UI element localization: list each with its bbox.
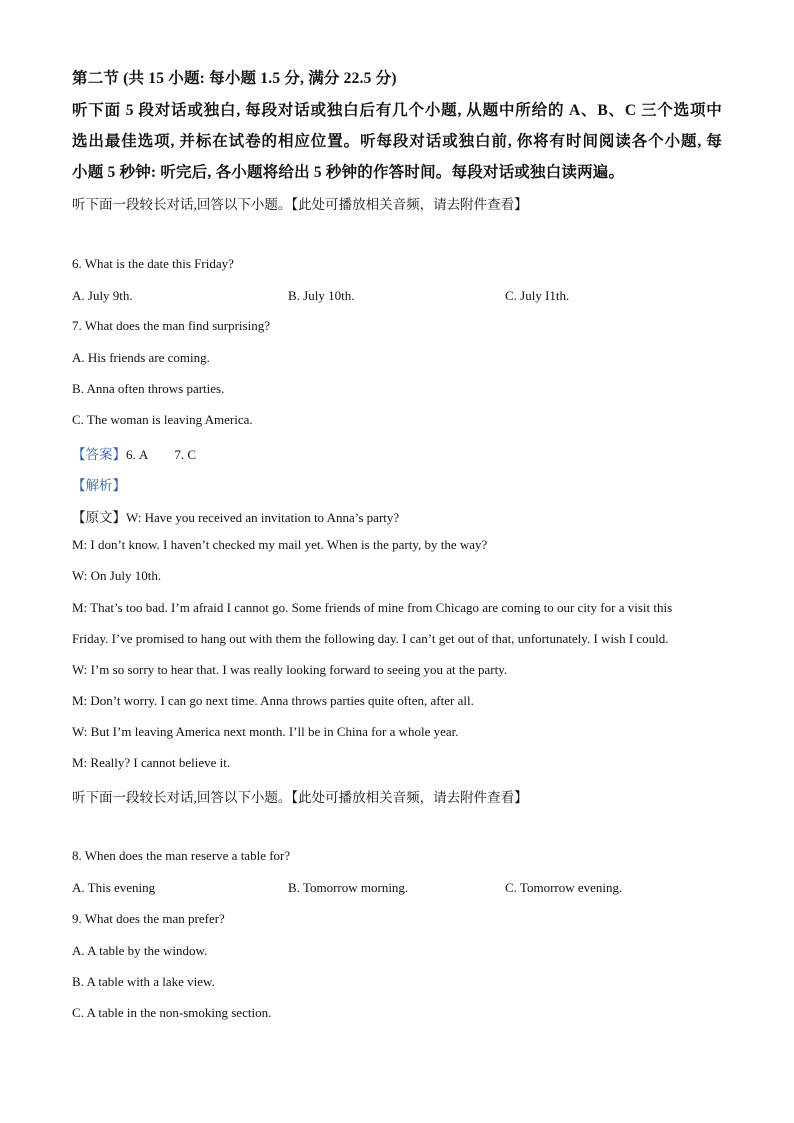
q7-option-b: B. Anna often throws parties. [72, 381, 225, 396]
question-7-stem: 7. What does the man find surprising? [72, 318, 270, 333]
transcript-line-5: Friday. I’ve promised to hang out with them the following day. I can’t get out of that, unfortunately. I wish I could. [72, 631, 669, 646]
q6-option-b: B. July 10th. [288, 288, 355, 303]
transcript-text: W: Have you received an invitation to Anna’s party? [126, 510, 400, 525]
q7-option-c: C. The woman is leaving America. [72, 412, 253, 427]
q8-option-a: A. This evening [72, 880, 156, 895]
transcript-line-7: M: Don’t worry. I can go next time. Anna throws parties quite often, after all. [72, 693, 474, 708]
section-heading: 第二节 (共 15 小题: 每小题 1.5 分, 满分 22.5 分) [72, 70, 397, 87]
question-6-stem: 6. What is the date this Friday? [72, 256, 234, 271]
question-9-stem: 9. What does the man prefer? [72, 911, 225, 926]
q6-option-a: A. July 9th. [72, 288, 133, 303]
answer-6: 6. A [126, 447, 149, 462]
answer-7: 7. C [174, 447, 197, 462]
transcript-line-6: W: I’m so sorry to hear that. I was really looking forward to seeing you at the party. [72, 662, 508, 677]
instruction-line-1: 听下面 5 段对话或独白, 每段对话或独白后有几个小题, 从题中所给的 A、B、C 三个选项中 [72, 102, 722, 119]
q7-option-a: A. His friends are coming. [72, 350, 210, 365]
question-8-stem: 8. When does the man reserve a table for? [72, 848, 291, 863]
q8-option-b: B. Tomorrow morning. [288, 880, 409, 895]
transcript-line-2: M: I don’t know. I haven’t checked my mail yet. When is the party, by the way? [72, 537, 488, 552]
answer-line [72, 443, 196, 463]
transcript-line-8: W: But I’m leaving America next month. I’ll be in China for a whole year. [72, 724, 459, 739]
q9-option-a: A. A table by the window. [72, 943, 208, 958]
analysis-tag: 【解析】 [72, 478, 126, 493]
q9-option-b: B. A table with a lake view. [72, 974, 215, 989]
transcript-line-1 [72, 506, 399, 526]
transcript-line-9: M: Really? I cannot believe it. [72, 755, 231, 770]
transcript-tag: 【原文】 [72, 510, 126, 525]
instruction-line-2: 选出最佳选项, 并标在试卷的相应位置。听每段对话或独白前, 你将有时间阅读各个小题, 每 [72, 133, 722, 150]
q9-option-c: C. A table in the non-smoking section. [72, 1005, 272, 1020]
listening-prompt: 听下面一段较长对话,回答以下小题。【此处可播放相关音频，请去附件查看】 [72, 197, 528, 212]
q6-option-c: C. July I1th. [505, 288, 570, 303]
answer-tag: 【答案】 [72, 447, 126, 462]
instruction-line-3: 小题 5 秒钟: 听完后, 各小题将给出 5 秒钟的作答时间。每段对话或独白读两遍。 [72, 164, 625, 181]
listening-prompt-2: 听下面一段较长对话,回答以下小题。【此处可播放相关音频，请去附件查看】 [72, 790, 528, 805]
transcript-line-3: W: On July 10th. [72, 568, 162, 583]
transcript-line-4: M: That’s too bad. I’m afraid I cannot go. Some friends of mine from Chicago are coming to our city for a visit this [72, 600, 673, 615]
q8-option-c: C. Tomorrow evening. [505, 880, 623, 895]
